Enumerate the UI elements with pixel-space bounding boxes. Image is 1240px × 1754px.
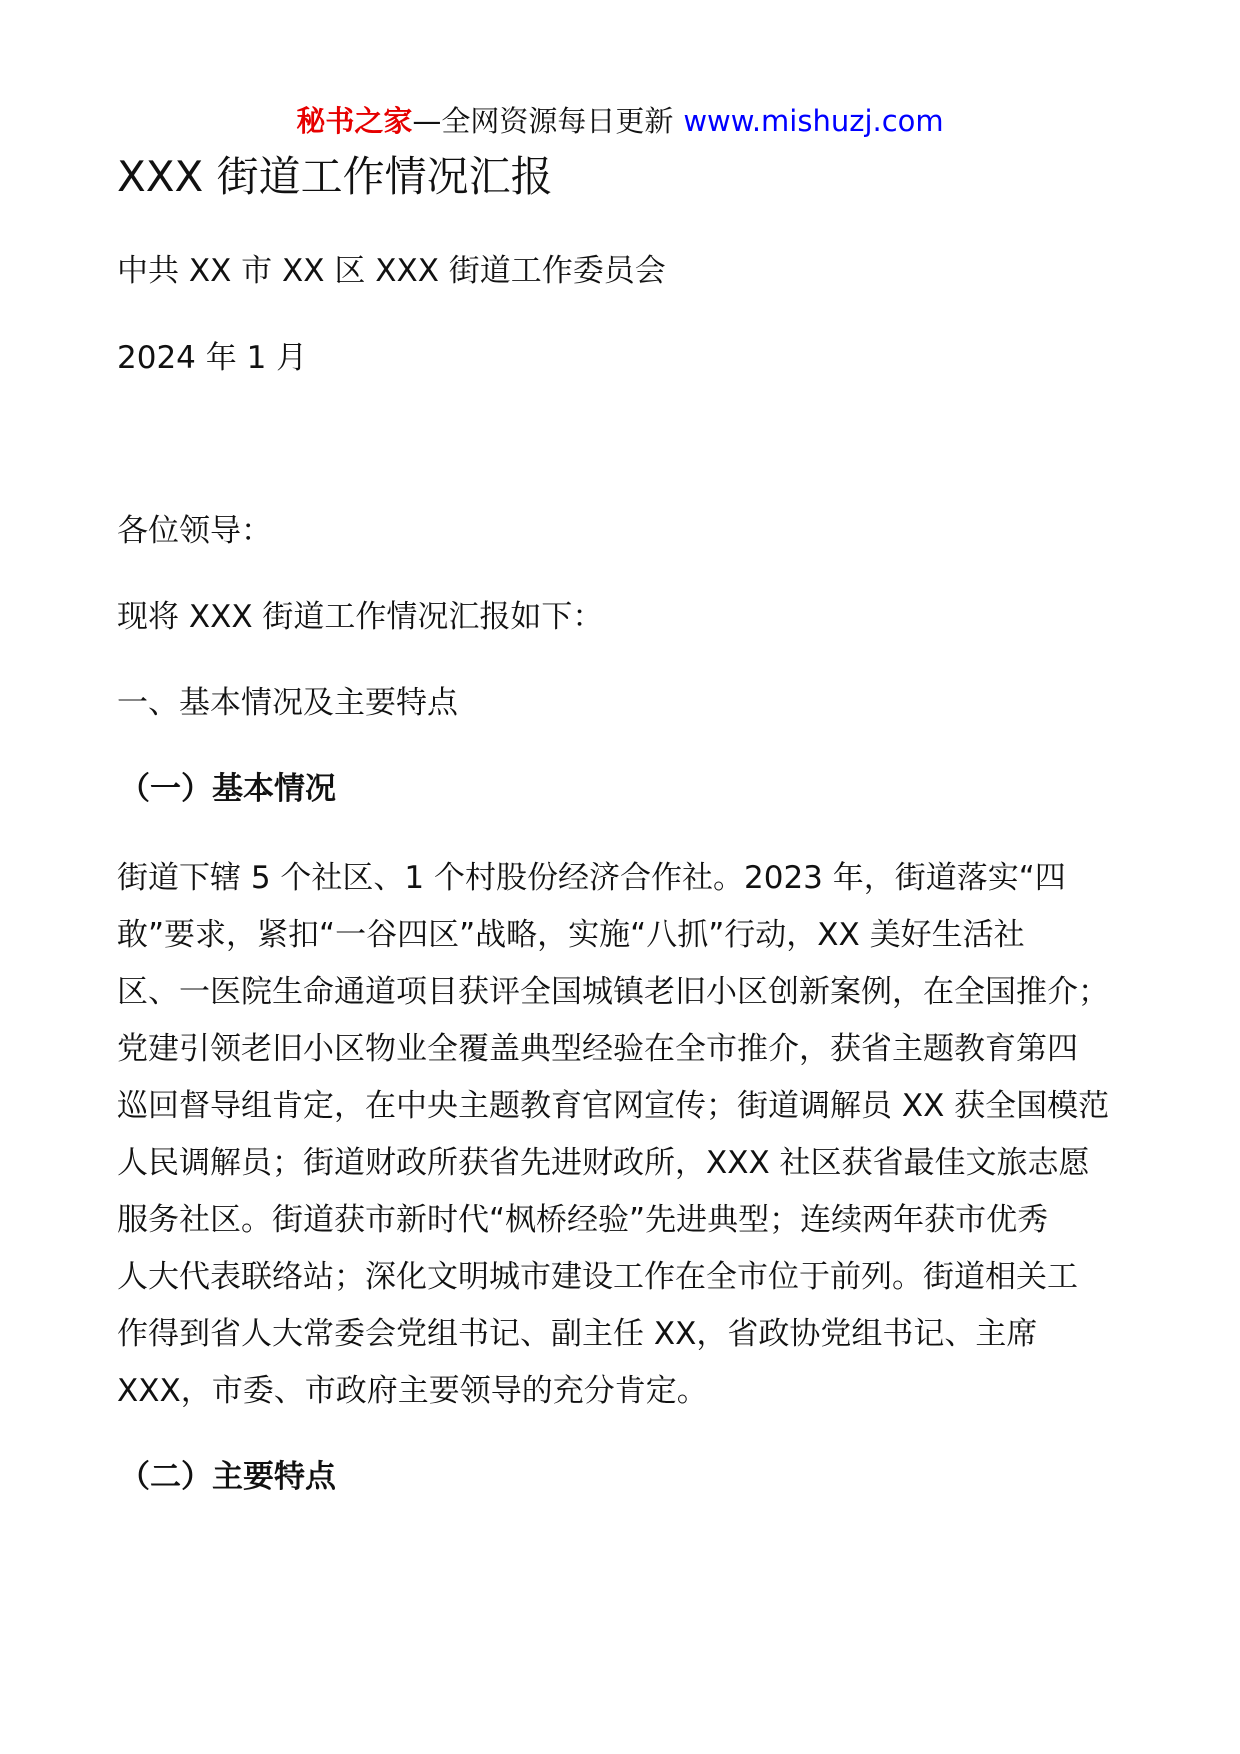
paragraph-line: 区、一医院生命通道项目获评全国城镇老旧小区创新案例，在全国推介； <box>117 974 1109 1010</box>
date-line: 2024 年 1 月 <box>117 340 308 376</box>
brand-name: 秘书之家 <box>296 104 413 138</box>
paragraph-line: 敢”要求，紧扣“一谷四区”战略，实施“八抓”行动，XX 美好生活社 <box>117 917 1025 953</box>
paragraph-line: XXX，市委、市政府主要领导的充分肯定。 <box>117 1373 708 1409</box>
body-paragraph <box>117 850 1177 1420</box>
intro-sentence: 现将 XXX 街道工作情况汇报如下： <box>117 599 604 635</box>
subsection-heading-basic: （一）基本情况 <box>119 771 336 807</box>
watermark-header <box>0 102 1240 140</box>
salutation: 各位领导： <box>117 513 272 549</box>
section-heading-1: 一、基本情况及主要特点 <box>117 685 458 721</box>
document-title: XXX 街道工作情况汇报 <box>117 152 553 201</box>
paragraph-line: 人民调解员；街道财政所获省先进财政所，XXX 社区获省最佳文旅志愿 <box>117 1145 1090 1181</box>
header-tagline: —全网资源每日更新 <box>412 104 674 138</box>
site-url-link[interactable]: www.mishuzj.com <box>683 104 944 138</box>
issuer-line: 中共 XX 市 XX 区 XXX 街道工作委员会 <box>117 253 666 289</box>
subsection-heading-features: （二）主要特点 <box>119 1459 336 1495</box>
paragraph-line: 巡回督导组肯定，在中央主题教育官网宣传；街道调解员 XX 获全国模范 <box>117 1088 1110 1124</box>
paragraph-line: 作得到省人大常委会党组书记、副主任 XX，省政协党组书记、主席 <box>117 1316 1038 1352</box>
paragraph-line: 服务社区。街道获市新时代“枫桥经验”先进典型；连续两年获市优秀 <box>117 1202 1049 1238</box>
paragraph-line: 街道下辖 5 个社区、1 个村股份经济合作社。2023 年，街道落实“四 <box>117 860 1066 896</box>
paragraph-line: 人大代表联络站；深化文明城市建设工作在全市位于前列。街道相关工 <box>117 1259 1078 1295</box>
paragraph-line: 党建引领老旧小区物业全覆盖典型经验在全市推介，获省主题教育第四 <box>117 1031 1078 1067</box>
